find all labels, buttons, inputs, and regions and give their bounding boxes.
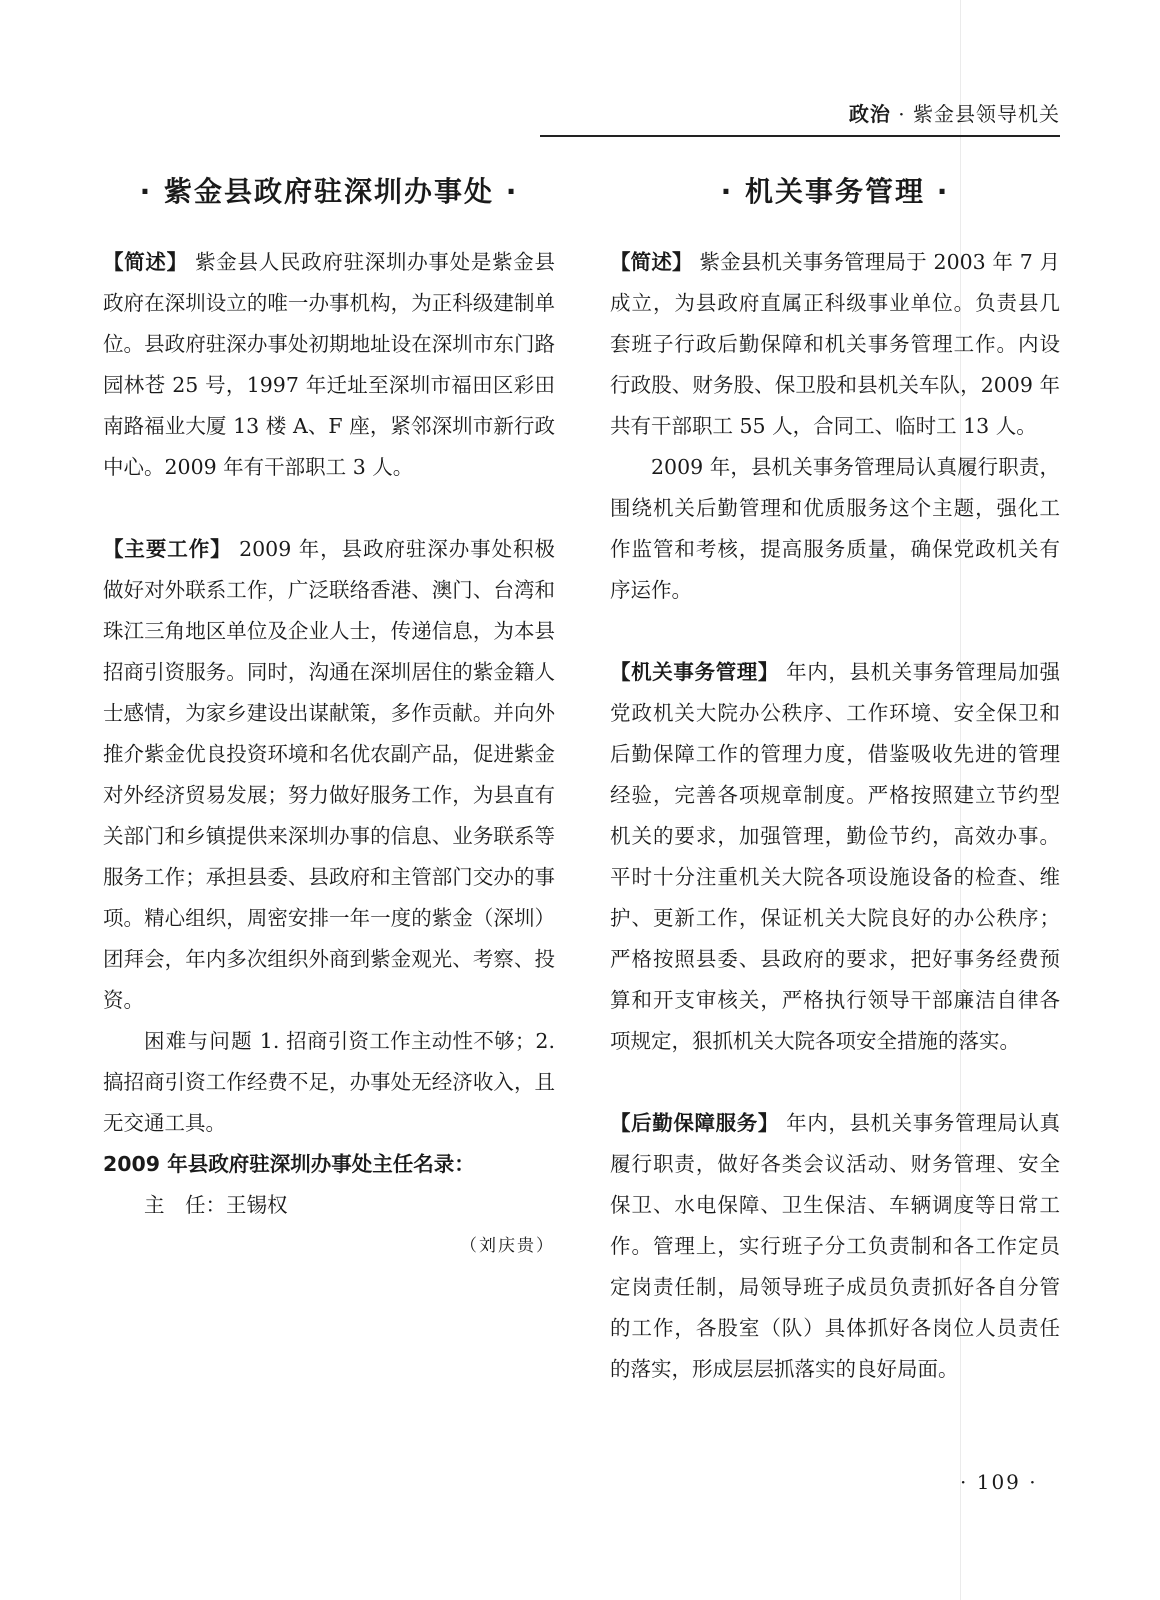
left-author-signature: （刘庆贵）	[460, 1236, 555, 1256]
left-work-tag: 【主要工作】	[103, 537, 232, 561]
right-logistics-paragraph	[610, 1103, 1060, 1390]
left-intro-text: 紫金县人民政府驻深圳办事处是紫金县政府在深圳设立的唯一办事机构，为正科级建制单位。县政府驻深办事处初期地址设在深圳市东门路园林苍 25 号，1997 年迁址至深圳市福田区彩田南路福业大厦 13 楼 A、F 座，紧邻深圳市新行政中心。2009 年有干部职工 3 人。	[103, 250, 555, 479]
left-intro-paragraph	[103, 242, 555, 488]
left-problems-label: 困难与问题	[144, 1029, 253, 1053]
right-summary-paragraph: 2009 年，县机关事务管理局认真履行职责，围绕机关后勤管理和优质服务这个主题，强化工作监管和考核，提高服务质量，确保党政机关有序运作。	[610, 455, 1060, 602]
right-mgmt-text: 年内，县机关事务管理局加强党政机关大院办公秩序、工作环境、安全保卫和后勤保障工作的管理力度，借鉴吸收先进的管理经验，完善各项规章制度。严格按照建立节约型机关的要求，加强管理，勤俭节约，高效办事。平时十分注重机关大院各项设施设备的检查、维护、更新工作，保证机关大院良好的办公秩序；严格按照县委、县政府的要求，把好事务经费预算和开支审核关，严格执行领导干部廉洁自律各项规定，狠抓机关大院各项安全措施的落实。	[610, 660, 1061, 1053]
right-intro-paragraph	[610, 242, 1060, 447]
left-column	[103, 172, 555, 1267]
left-work-paragraph	[103, 529, 555, 1021]
right-intro-tag: 【简述】	[610, 250, 693, 274]
right-logistics-text: 年内，县机关事务管理局认真履行职责，做好各类会议活动、财务管理、安全保卫、水电保障、卫生保洁、车辆调度等日常工作。管理上，实行班子分工负责制和各工作定员定岗责任制，局领导班子成员负责抓好各自分管的工作，各股室（队）具体抓好各岗位人员责任的落实，形成层层抓落实的良好局面。	[610, 1111, 1061, 1381]
right-mgmt-tag: 【机关事务管理】	[610, 660, 779, 684]
page-number: · 109 ·	[960, 1470, 1038, 1494]
right-column	[610, 172, 1060, 1390]
left-director-line: 主 任：王锡权	[144, 1193, 288, 1217]
left-intro-tag: 【简述】	[103, 250, 188, 274]
left-director-list-heading: 2009 年县政府驻深圳办事处主任名录：	[103, 1152, 475, 1176]
right-logistics-tag: 【后勤保障服务】	[610, 1111, 779, 1135]
left-problems-paragraph	[103, 1021, 555, 1144]
right-mgmt-paragraph	[610, 652, 1060, 1062]
left-article-title: · 紫金县政府驻深圳办事处 ·	[139, 175, 519, 208]
left-work-text: 2009 年，县政府驻深办事处积极做好对外联系工作，广泛联络香港、澳门、台湾和珠江三角地区单位及企业人士，传递信息，为本县招商引资服务。同时，沟通在深圳居住的紫金籍人士感情，为家乡建设出谋献策，多作贡献。并向外推介紫金优良投资环境和名优农副产品，促进紫金对外经济贸易发展；努力做好服务工作，为县直有关部门和乡镇提供来深圳办事的信息、业务联系等服务工作；承担县委、县政府和主管部门交办的事项。精心组织，周密安排一年一度的紫金（深圳）团拜会，年内多次组织外商到紫金观光、考察、投资。	[103, 537, 555, 1012]
header-section: 政治	[848, 102, 891, 126]
right-article-title: · 机关事务管理 ·	[720, 175, 950, 208]
left-problems-text: 1. 招商引资工作主动性不够；2. 搞招商引资工作经费不足，办事处无经济收入，且无交通工具。	[103, 1029, 555, 1135]
header-separator: ·	[898, 102, 913, 126]
header-subsection: 紫金县领导机关	[913, 102, 1060, 126]
running-header	[540, 98, 1060, 137]
right-intro-text: 紫金县机关事务管理局于 2003 年 7 月成立，为县政府直属正科级事业单位。负责县几套班子行政后勤保障和机关事务管理工作。内设行政股、财务股、保卫股和县机关车队，2009 年共有干部职工 55 人，合同工、临时工 13 人。	[610, 250, 1060, 438]
